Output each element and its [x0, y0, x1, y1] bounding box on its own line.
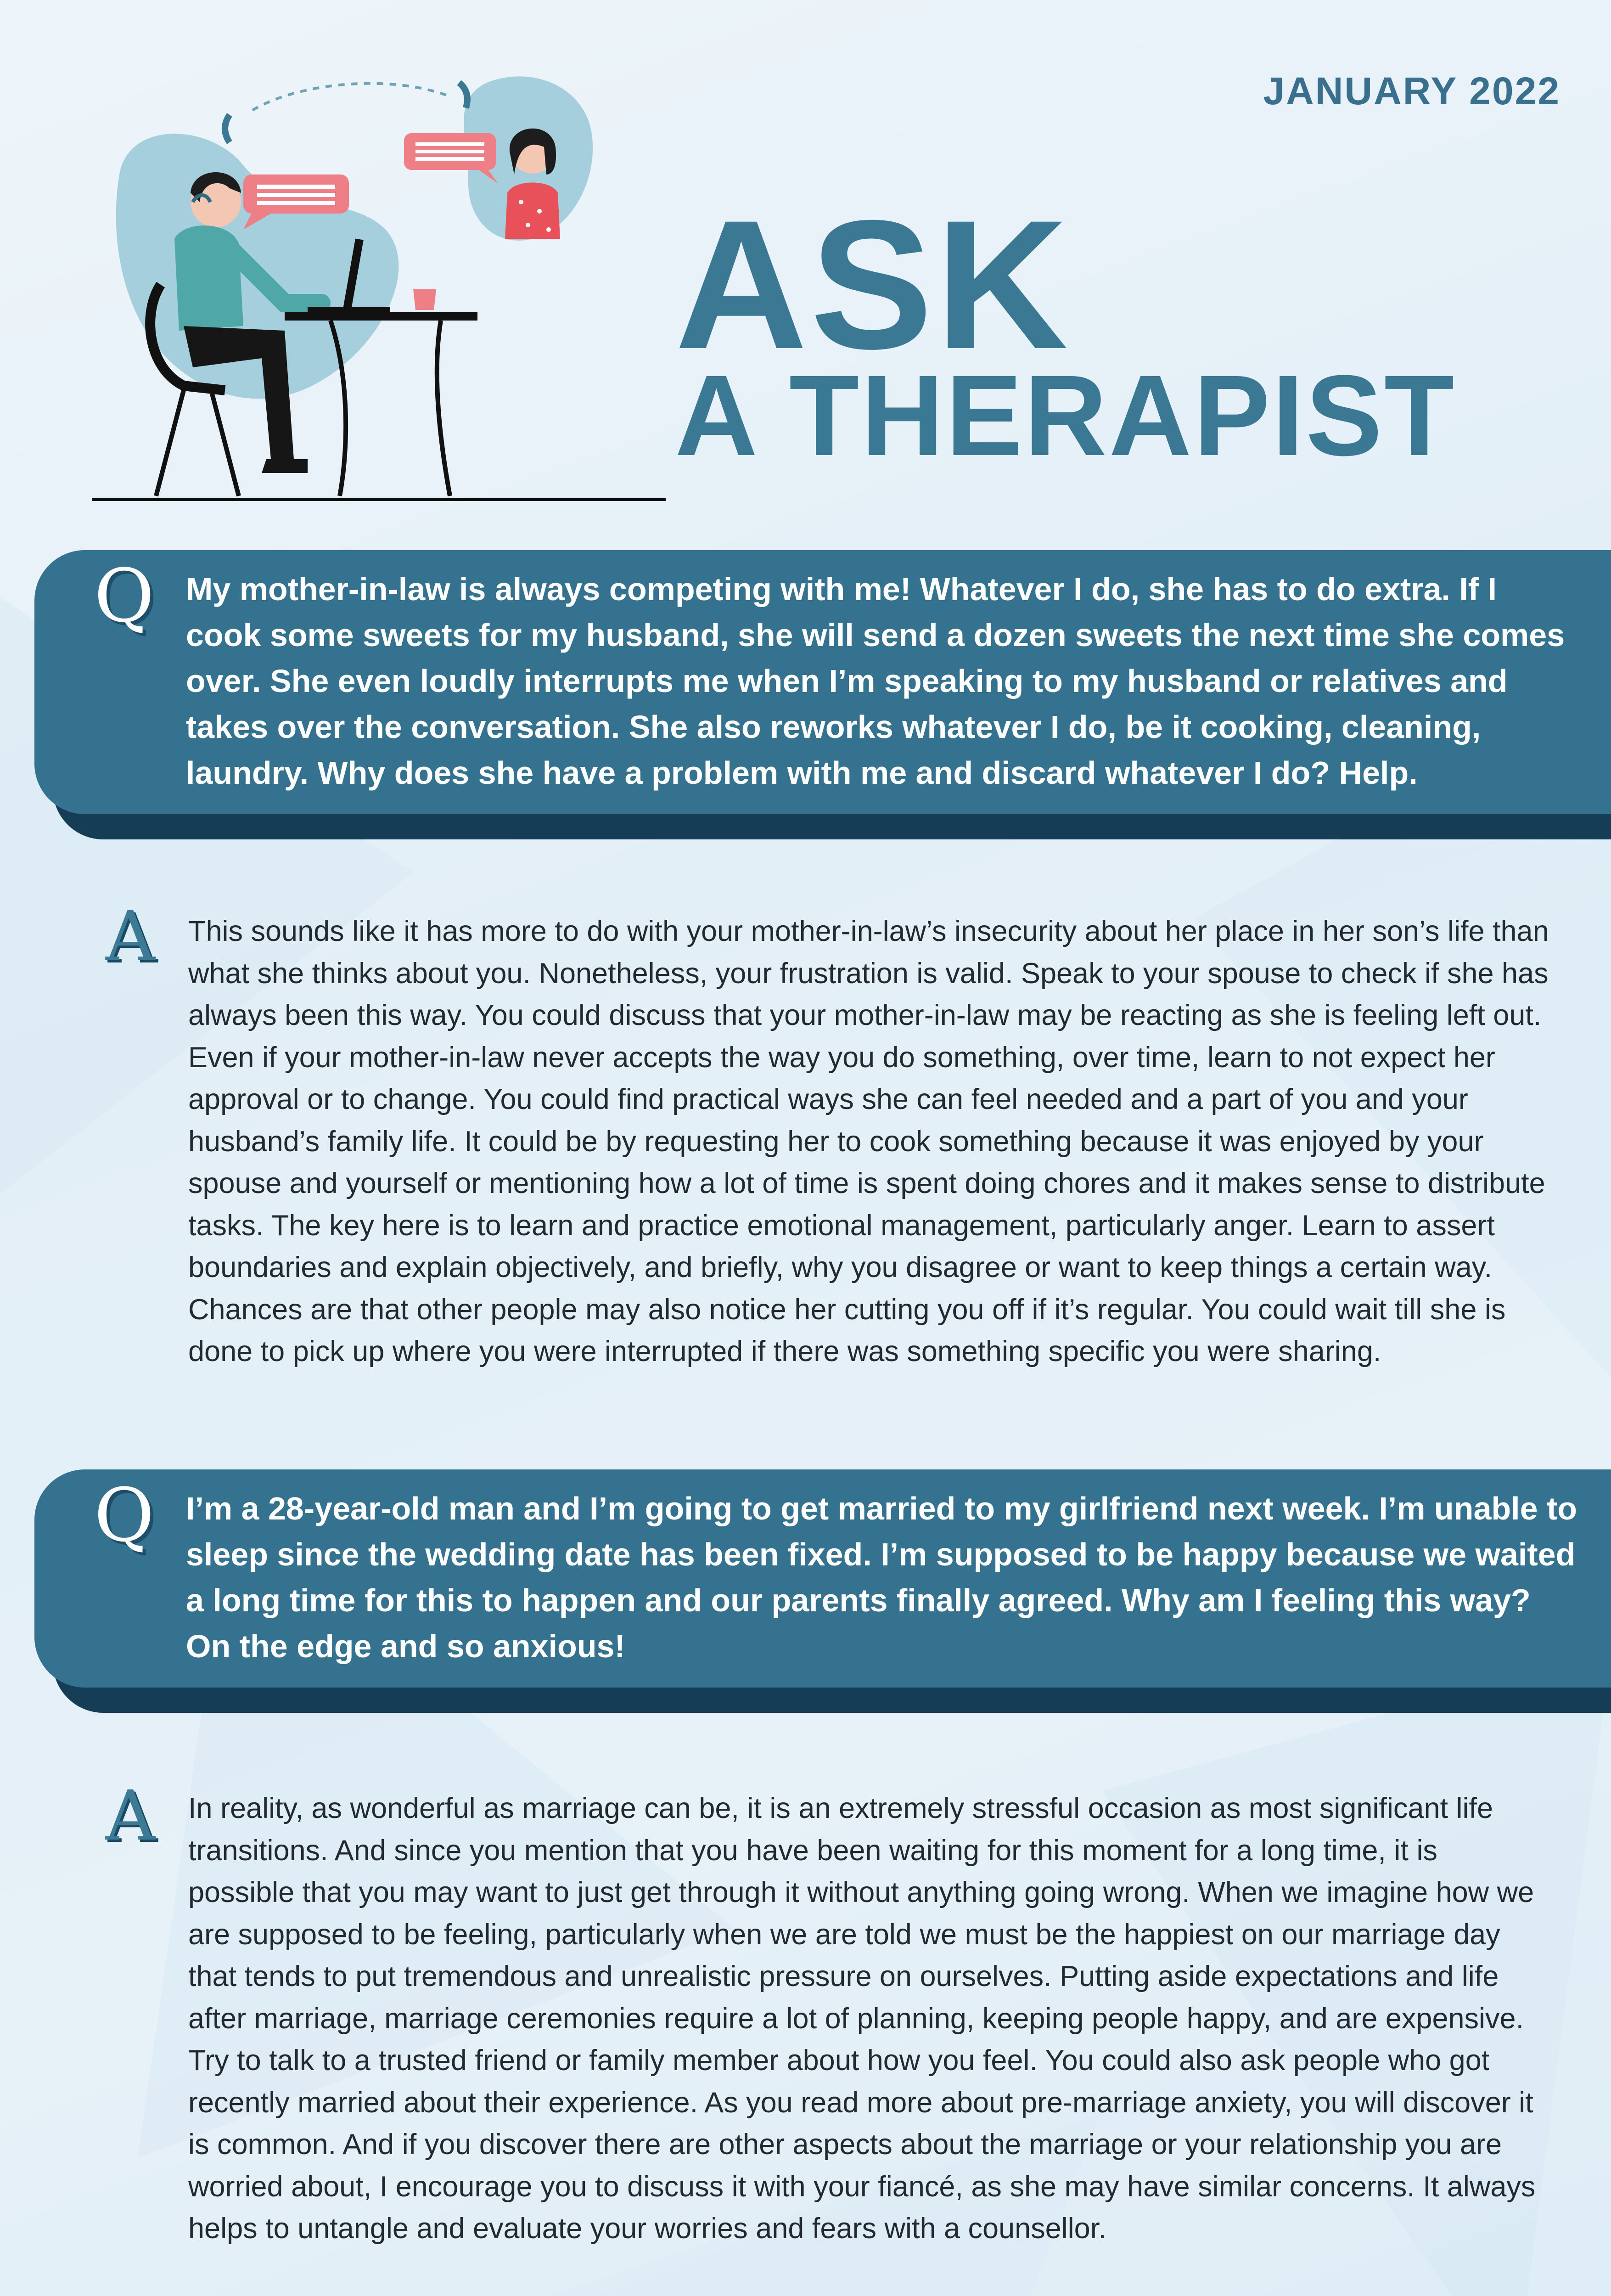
page-title-ask: ASK [675, 182, 1071, 387]
page-title-therapist: A THERAPIST [675, 351, 1456, 479]
a-marker-icon: A [106, 897, 156, 977]
issue-date: JANUARY 2022 [1263, 69, 1560, 113]
question-box [34, 1469, 1611, 1688]
question-block-1 [34, 550, 1611, 814]
question-text: I’m a 28-year-old man and I’m going to get married to my girlfriend next week. I’m unable to sleep since the wedding date has been fixed. I’m supposed to be happy because we waited a long time for this to happen and our parents finally agreed. Why am I feeling this way? On the edge and so anxious! [186, 1491, 1577, 1664]
q-marker-icon: Q [94, 553, 155, 639]
question-block-2 [34, 1469, 1611, 1688]
counselling-call-illustration [92, 55, 679, 514]
phone-icon [459, 83, 467, 108]
question-box [34, 550, 1611, 814]
answer-text: This sounds like it has more to do with your mother-in-law’s insecurity about her place in her son’s life than what she thinks about you. Nonetheless, your frustration is valid. Speak to your spouse to check if she has always been this way. You could discuss that your mother-in-law may be reacting as she is feeling left out. Even if your mother-in-law never accepts the way you do something, over time, learn to not expect her approval or to change. You could find practical ways she can feel needed and a part of you and your husband’s family life. It could be by requesting her to cook something because it was enjoyed by your spouse and yourself or mentioning how a lot of time is spent doing chores and it makes sense to distribute tasks. The key here is to learn and practice emotional management, particularly anger. Learn to assert boundaries and explain objectively, and briefly, why you disagree or want to keep things a certain way. Chances are that other people may also notice her cutting you off if it’s regular. You could wait till she is done to pick up where you were interrupted if there was something specific you were sharing. [188, 915, 1549, 1367]
question-text: My mother-in-law is always competing with me! Whatever I do, she has to do extra. If I cook some sweets for my husband, she will send a dozen sweets the next time she comes over. She even loudly interrupts me when I’m speaking to my husband or relatives and takes over the conversation. She also reworks whatever I do, be it cooking, cleaning, laundry. Why does she have a problem with me and discard whatever I do? Help. [186, 571, 1565, 791]
answer-text: In reality, as wonderful as marriage can be, it is an extremely stressful occasion as most significant life transitions. And since you mention that you have been waiting for this moment for a long time, it is possible that you may want to just get through it without anything going wrong. When we imagine how we are supposed to be feeling, particularly when we are told we must be the happiest on our marriage day that tends to put tremendous and unrealistic pressure on ourselves. Putting aside expectations and life after marriage, marriage ceremonies require a lot of planning, keeping people happy, and are expensive. Try to talk to a trusted friend or family member about how you feel. You could also ask people who got recently married about their experience. As you read more about pre-marriage anxiety, you will discover it is common. And if you discover there are other aspects about the marriage or your relationship you are worried about, I encourage you to discuss it with your fiancé, as she may have similar concerns. It always helps to untangle and evaluate your worries and fears with a counsellor. [188, 1792, 1536, 2245]
mug-icon [413, 289, 436, 310]
q-marker-icon: Q [94, 1472, 155, 1558]
a-marker-icon: A [106, 1776, 156, 1856]
phone-icon [225, 115, 230, 142]
